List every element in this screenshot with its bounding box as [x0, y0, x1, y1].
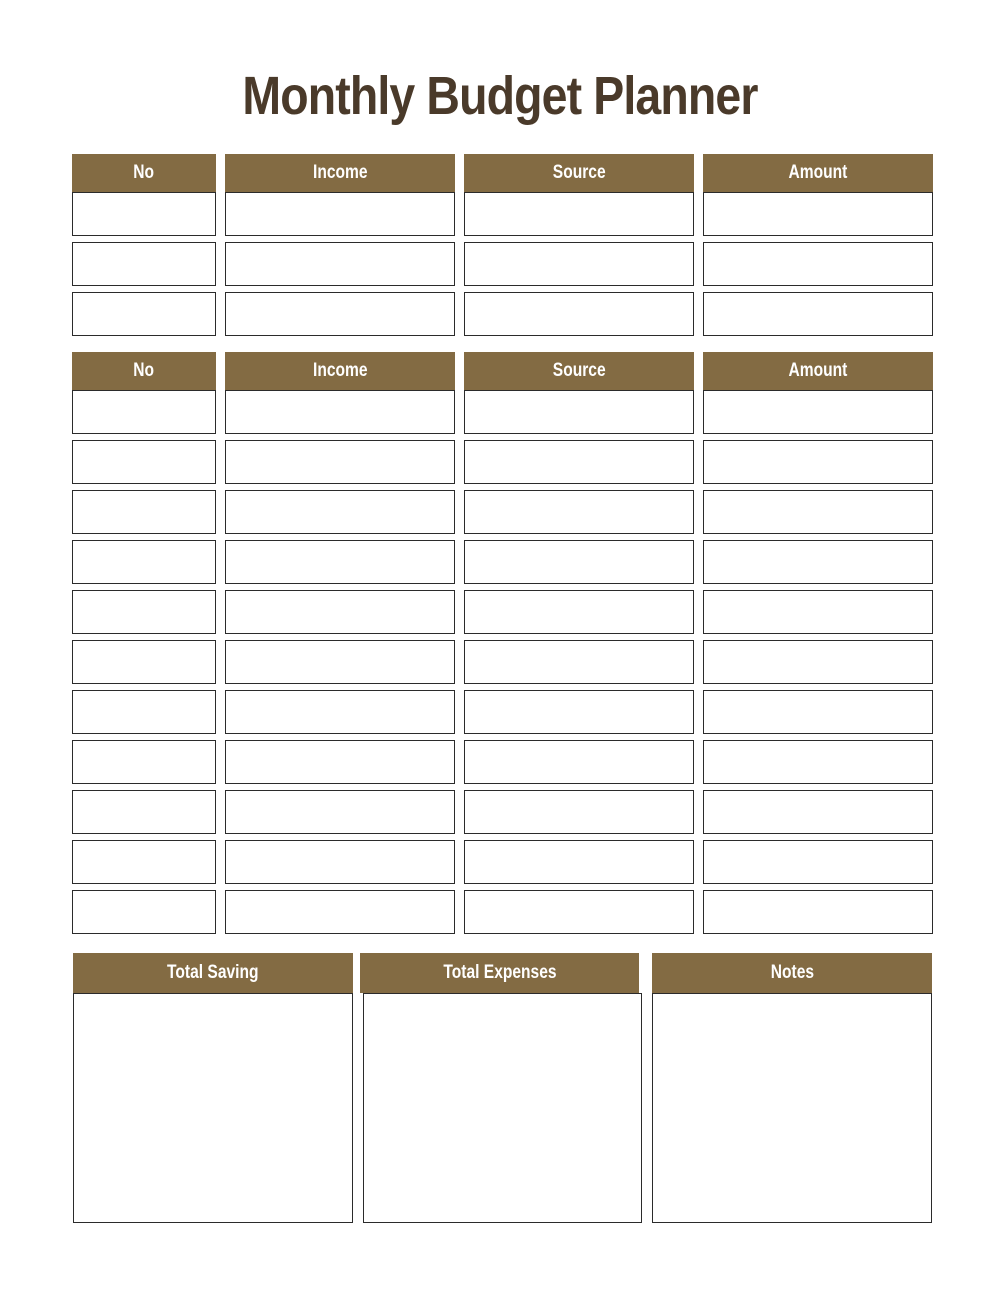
- table-cell-amount[interactable]: [703, 840, 933, 884]
- column-header-source: [464, 352, 694, 390]
- table-cell-income[interactable]: [225, 890, 455, 934]
- column-header-label: No: [133, 162, 155, 183]
- table-cell-income[interactable]: [225, 192, 455, 236]
- column-header-label: Income: [312, 360, 368, 381]
- column-header-label: Income: [312, 162, 368, 183]
- table-cell-no[interactable]: [72, 540, 216, 584]
- total-expenses-header: [360, 953, 639, 993]
- table-cell-income[interactable]: [225, 690, 455, 734]
- table-cell-source[interactable]: [464, 790, 694, 834]
- column-amount: [703, 154, 933, 342]
- table-cell-amount[interactable]: [703, 740, 933, 784]
- table-cell-income[interactable]: [225, 790, 455, 834]
- table-cell-amount[interactable]: [703, 890, 933, 934]
- table-cell-income[interactable]: [225, 540, 455, 584]
- table-cell-source[interactable]: [464, 292, 694, 336]
- table-cell-amount[interactable]: [703, 490, 933, 534]
- total-expenses-label: Total Expenses: [442, 962, 557, 983]
- table-cell-source[interactable]: [464, 540, 694, 584]
- table-cell-income[interactable]: [225, 292, 455, 336]
- table-cell-source[interactable]: [464, 690, 694, 734]
- column-income: [225, 154, 455, 342]
- column-income: [225, 352, 455, 940]
- table-cell-amount[interactable]: [703, 192, 933, 236]
- notes-box[interactable]: [652, 993, 932, 1223]
- table-cell-no[interactable]: [72, 490, 216, 534]
- table-cell-income[interactable]: [225, 242, 455, 286]
- table-cell-amount[interactable]: [703, 690, 933, 734]
- table-cell-no[interactable]: [72, 242, 216, 286]
- table-cell-income[interactable]: [225, 490, 455, 534]
- table-cell-amount[interactable]: [703, 540, 933, 584]
- table-cell-amount[interactable]: [703, 292, 933, 336]
- table-cell-source[interactable]: [464, 740, 694, 784]
- total-saving-label: Total Saving: [167, 962, 259, 983]
- table-cell-income[interactable]: [225, 440, 455, 484]
- table-cell-amount[interactable]: [703, 790, 933, 834]
- table-cell-amount[interactable]: [703, 440, 933, 484]
- table-cell-no[interactable]: [72, 292, 216, 336]
- table-cell-income[interactable]: [225, 640, 455, 684]
- table-cell-income[interactable]: [225, 840, 455, 884]
- table-cell-amount[interactable]: [703, 590, 933, 634]
- table-cell-no[interactable]: [72, 590, 216, 634]
- table-cell-no[interactable]: [72, 790, 216, 834]
- column-header-no: [72, 154, 216, 192]
- table-cell-no[interactable]: [72, 390, 216, 434]
- table-cell-source[interactable]: [464, 242, 694, 286]
- table-cell-no[interactable]: [72, 690, 216, 734]
- column-header-label: No: [133, 360, 155, 381]
- total-saving-box[interactable]: [73, 993, 353, 1223]
- table-cell-no[interactable]: [72, 890, 216, 934]
- table-cell-no[interactable]: [72, 440, 216, 484]
- table-cell-no[interactable]: [72, 640, 216, 684]
- column-no: [72, 352, 216, 940]
- table-cell-amount[interactable]: [703, 390, 933, 434]
- table-cell-amount[interactable]: [703, 242, 933, 286]
- column-amount: [703, 352, 933, 940]
- table-cell-source[interactable]: [464, 192, 694, 236]
- notes-label: Notes: [770, 962, 814, 983]
- table-cell-source[interactable]: [464, 890, 694, 934]
- column-header-label: Source: [552, 162, 606, 183]
- table-cell-source[interactable]: [464, 440, 694, 484]
- table-cell-no[interactable]: [72, 840, 216, 884]
- column-header-source: [464, 154, 694, 192]
- notes-header: [652, 953, 932, 993]
- table-cell-income[interactable]: [225, 590, 455, 634]
- table-cell-amount[interactable]: [703, 640, 933, 684]
- table-cell-source[interactable]: [464, 490, 694, 534]
- table-cell-no[interactable]: [72, 192, 216, 236]
- table-cell-source[interactable]: [464, 590, 694, 634]
- table-cell-income[interactable]: [225, 740, 455, 784]
- total-saving-header: [73, 953, 353, 993]
- table-cell-source[interactable]: [464, 640, 694, 684]
- table-cell-income[interactable]: [225, 390, 455, 434]
- column-header-label: Amount: [788, 162, 848, 183]
- column-header-income: [225, 352, 455, 390]
- table-cell-source[interactable]: [464, 840, 694, 884]
- table-cell-source[interactable]: [464, 390, 694, 434]
- column-header-label: Amount: [788, 360, 848, 381]
- column-source: [464, 352, 694, 940]
- column-header-amount: [703, 352, 933, 390]
- column-source: [464, 154, 694, 342]
- column-no: [72, 154, 216, 342]
- column-header-label: Source: [552, 360, 606, 381]
- column-header-no: [72, 352, 216, 390]
- column-header-income: [225, 154, 455, 192]
- table-cell-no[interactable]: [72, 740, 216, 784]
- page-title: Monthly Budget Planner: [242, 66, 758, 126]
- column-header-amount: [703, 154, 933, 192]
- total-expenses-box[interactable]: [363, 993, 642, 1223]
